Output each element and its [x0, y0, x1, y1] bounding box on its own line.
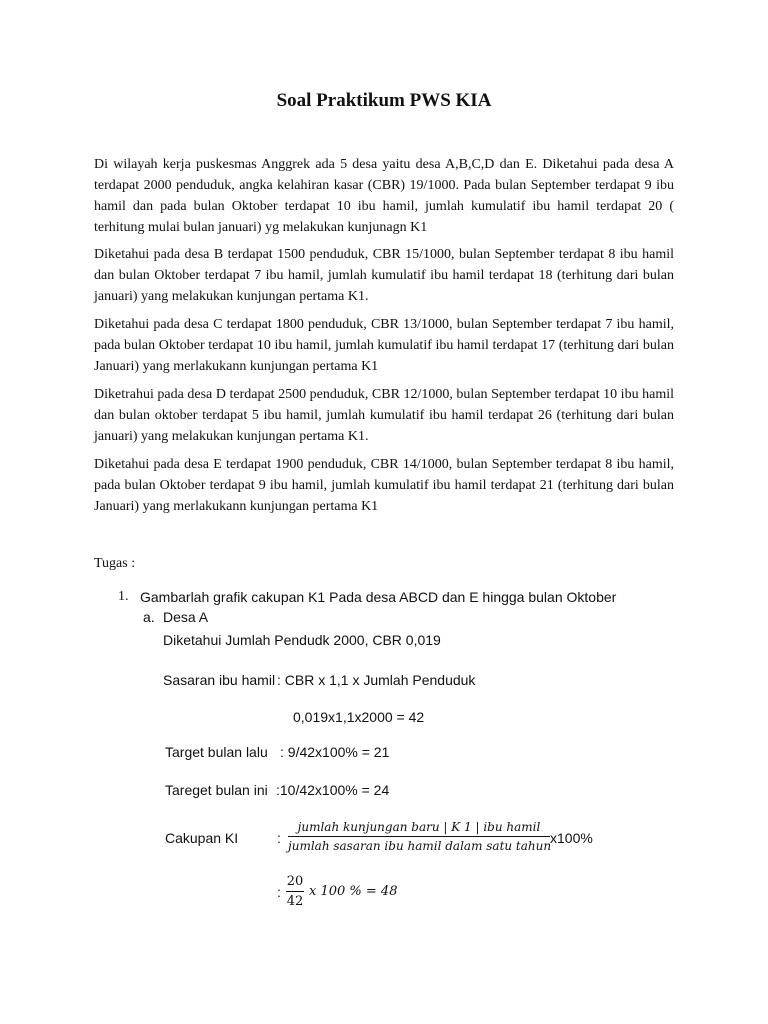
cakupan-colon: : [277, 830, 281, 846]
paragraph-desa-c: Diketahui pada desa C terdapat 1800 penduduk, CBR 13/1000, bulan September terdapat 7 ibu hamil, pada bulan Oktober terdapat 10 ibu hamil, jumlah kumulatif ibu hamil terdapat 17 (terhitung dari bulan Januari) yang merlakukann kunjungan pertama K1 [94, 317, 674, 374]
sasaran-label: Sasaran ibu hamil [163, 672, 276, 688]
tugas-heading: Tugas : [94, 556, 136, 571]
diketahui-line: Diketahui Jumlah Pendudk 2000, CBR 0,019 [163, 632, 441, 648]
fraction-suffix: x100% [550, 830, 593, 846]
task-number: 1. [118, 589, 129, 604]
fraction-numerator: jumlah kunjungan baru | K 1 | ibu hamil [297, 820, 541, 834]
fraction-bar [288, 836, 550, 837]
cakupan-fraction [288, 820, 550, 853]
result-denominator: 42 [286, 894, 304, 909]
paragraph-desa-b: Diketahui pada desa B terdapat 1500 penduduk, CBR 15/1000, bulan September terdapat 8 ibu hamil dan bulan Oktober terdapat 7 ibu hamil, jumlah kumulatif ibu hamil terdapat 18 (terhitung dari bulan januari) yang melakukan kunjungan pertama K1. [94, 247, 674, 304]
sasaran-formula: : CBR x 1,1 x Jumlah Penduduk [277, 672, 476, 688]
result-fraction [286, 874, 304, 909]
subtask-label: a. [143, 609, 155, 625]
result-colon: : [277, 884, 281, 900]
fraction-denominator: jumlah sasaran ibu hamil dalam satu tahun [288, 839, 552, 853]
paragraph-desa-a: Di wilayah kerja puskesmas Anggrek ada 5 desa yaitu desa A,B,C,D dan E. Diketahui pada desa A terdapat 2000 penduduk, angka kelahiran kasar (CBR) 19/1000. Pada bulan September terdapat 9 ibu hamil dan pada bulan Oktober terdapat 10 ibu hamil, jumlah kumulatif ibu hamil terdapat 20 ( terhitung mulai bulan januari) yg melakukan kunjunagn K1 [94, 157, 674, 235]
cakupan-label: Cakupan KI [165, 830, 239, 846]
target-lalu-value: : 9/42x100% = 21 [280, 744, 390, 760]
paragraph-desa-e: Diketahui pada desa E terdapat 1900 penduduk, CBR 14/1000, bulan September terdapat 8 ibu hamil, pada bulan Oktober terdapat 9 ibu hamil, jumlah kumulatif ibu hamil terdapat 21 (terhitung dari bulan Januari) yang merlakukann kunjungan pertama K1 [94, 457, 674, 514]
task-text: Gambarlah grafik cakupan K1 Pada desa ABCD dan E hingga bulan Oktober [140, 589, 617, 605]
target-lalu-label: Target bulan lalu [165, 744, 268, 760]
paragraph-desa-d: Diketrahui pada desa D terdapat 2500 penduduk, CBR 12/1000, bulan September terdapat 10 ibu hamil dan bulan oktober terdapat 5 ibu hamil, jumlah kumulatif ibu hamil terdapat 26 (terhitung dari bulan januari) yang melakukan kunjungan pertama K1. [94, 387, 674, 444]
result-suffix: x 100 % = 48 [309, 884, 398, 899]
result-fraction-bar [286, 891, 304, 892]
document-title: Soal Praktikum PWS KIA [276, 90, 492, 111]
result-numerator: 20 [286, 874, 304, 889]
sasaran-calc: 0,019x1,1x2000 = 42 [293, 709, 425, 725]
target-ini-label: Tareget bulan ini [165, 782, 268, 798]
subtask-text: Desa A [163, 609, 209, 625]
target-ini-value: :10/42x100% = 24 [276, 782, 390, 798]
